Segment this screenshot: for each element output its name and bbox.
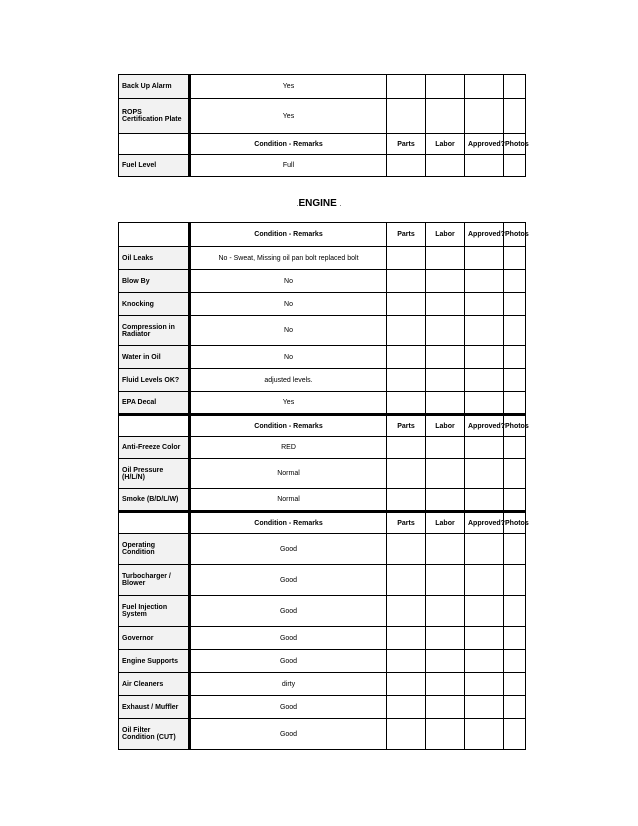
table-row <box>119 650 526 673</box>
labor-header: Labor <box>426 134 465 155</box>
photos-cell[interactable] <box>504 719 526 750</box>
approved-cell[interactable] <box>465 293 504 316</box>
engine-rows-b <box>119 437 526 512</box>
photos-cell[interactable] <box>504 673 526 696</box>
labor-cell[interactable] <box>426 247 465 270</box>
photos-cell[interactable] <box>504 627 526 650</box>
remarks-header: Condition - Remarks <box>190 134 387 155</box>
section-title <box>0 198 638 209</box>
row-remark: No <box>190 270 387 293</box>
row-label: Oil Filter Condition (CUT) <box>119 719 190 750</box>
row-label: Fuel Level <box>119 155 190 177</box>
table-row <box>119 696 526 719</box>
parts-cell[interactable] <box>387 270 426 293</box>
photos-cell[interactable] <box>504 459 526 489</box>
row-label: Oil Leaks <box>119 247 190 270</box>
photos-cell[interactable] <box>504 75 526 99</box>
parts-header: Parts <box>387 134 426 155</box>
row-label: Blow By <box>119 270 190 293</box>
parts-cell[interactable] <box>387 293 426 316</box>
photos-cell[interactable] <box>504 392 526 415</box>
table-row <box>119 437 526 459</box>
approved-cell[interactable] <box>465 155 504 177</box>
header-row <box>119 415 526 437</box>
labor-cell[interactable] <box>426 75 465 99</box>
labor-cell[interactable] <box>426 437 465 459</box>
labor-cell[interactable] <box>426 392 465 415</box>
labor-cell[interactable] <box>426 673 465 696</box>
parts-cell[interactable] <box>387 596 426 627</box>
row-remark: Yes <box>190 99 387 134</box>
row-label: Anti-Freeze Color <box>119 437 190 459</box>
remarks-header: Condition - Remarks <box>190 223 387 247</box>
labor-cell[interactable] <box>426 369 465 392</box>
top-inspection-table <box>118 74 529 177</box>
approved-header: Approved? <box>465 512 504 534</box>
header-row <box>119 512 526 534</box>
approved-cell[interactable] <box>465 369 504 392</box>
row-remark: Normal <box>190 489 387 512</box>
parts-header: Parts <box>387 223 426 247</box>
row-remark: No <box>190 316 387 346</box>
parts-cell[interactable] <box>387 565 426 596</box>
remarks-header: Condition - Remarks <box>190 415 387 437</box>
approved-cell[interactable] <box>465 719 504 750</box>
title-mark-right: . <box>339 201 342 208</box>
labor-cell[interactable] <box>426 316 465 346</box>
row-remark: Yes <box>190 75 387 99</box>
approved-cell[interactable] <box>465 270 504 293</box>
photos-header: Photos <box>504 223 526 247</box>
row-label: Smoke (B/D/L/W) <box>119 489 190 512</box>
parts-cell[interactable] <box>387 369 426 392</box>
table-row <box>119 489 526 512</box>
parts-cell[interactable] <box>387 247 426 270</box>
approved-cell[interactable] <box>465 650 504 673</box>
approved-cell[interactable] <box>465 346 504 369</box>
row-label: Turbocharger / Blower <box>119 565 190 596</box>
approved-cell[interactable] <box>465 316 504 346</box>
table-row <box>119 316 526 346</box>
photos-cell[interactable] <box>504 155 526 177</box>
row-remark: Good <box>190 534 387 565</box>
row-label: Compression in Radiator <box>119 316 190 346</box>
table-row <box>119 369 526 392</box>
parts-cell[interactable] <box>387 719 426 750</box>
approved-header: Approved? <box>465 415 504 437</box>
photos-cell[interactable] <box>504 293 526 316</box>
row-remark: Good <box>190 719 387 750</box>
parts-cell[interactable] <box>387 627 426 650</box>
row-label: Back Up Alarm <box>119 75 190 99</box>
table-row <box>119 75 526 99</box>
row-label: Operating Condition <box>119 534 190 565</box>
table-row <box>119 392 526 415</box>
approved-cell[interactable] <box>465 247 504 270</box>
approved-cell[interactable] <box>465 99 504 134</box>
photos-cell[interactable] <box>504 596 526 627</box>
engine-rows-c <box>119 534 526 750</box>
parts-cell[interactable] <box>387 696 426 719</box>
row-remark: Normal <box>190 459 387 489</box>
row-label: Governor <box>119 627 190 650</box>
parts-cell[interactable] <box>387 316 426 346</box>
row-remark: Yes <box>190 392 387 415</box>
photos-cell[interactable] <box>504 489 526 512</box>
labor-cell[interactable] <box>426 565 465 596</box>
row-remark: No <box>190 293 387 316</box>
table-row <box>119 627 526 650</box>
approved-cell[interactable] <box>465 696 504 719</box>
photos-cell[interactable] <box>504 346 526 369</box>
row-remark: Good <box>190 565 387 596</box>
labor-cell[interactable] <box>426 270 465 293</box>
labor-cell[interactable] <box>426 346 465 369</box>
labor-cell[interactable] <box>426 99 465 134</box>
photos-cell[interactable] <box>504 696 526 719</box>
table-row <box>119 99 526 134</box>
row-remark: dirty <box>190 673 387 696</box>
labor-cell[interactable] <box>426 719 465 750</box>
labor-cell[interactable] <box>426 155 465 177</box>
approved-cell[interactable] <box>465 534 504 565</box>
parts-cell[interactable] <box>387 155 426 177</box>
table-row <box>119 673 526 696</box>
table-row <box>119 596 526 627</box>
engine-inspection-table <box>118 222 529 750</box>
row-label <box>119 99 190 134</box>
remarks-header: Condition - Remarks <box>190 512 387 534</box>
row-label: Engine Supports <box>119 650 190 673</box>
labor-header: Labor <box>426 415 465 437</box>
parts-cell[interactable] <box>387 489 426 512</box>
parts-header: Parts <box>387 512 426 534</box>
table-row <box>119 459 526 489</box>
header-blank <box>119 223 190 247</box>
row-label: Water in Oil <box>119 346 190 369</box>
row-label: EPA Decal <box>119 392 190 415</box>
header-row <box>119 223 526 247</box>
approved-cell[interactable] <box>465 565 504 596</box>
section-title-text: ENGINE <box>298 198 337 209</box>
row-remark: No - Sweat, Missing oil pan bolt replaced bolt <box>190 247 387 270</box>
header-blank <box>119 134 190 155</box>
approved-cell[interactable] <box>465 75 504 99</box>
labor-cell[interactable] <box>426 696 465 719</box>
row-remark: adjusted levels. <box>190 369 387 392</box>
row-remark: Good <box>190 650 387 673</box>
parts-header: Parts <box>387 415 426 437</box>
table-row <box>119 293 526 316</box>
photos-cell[interactable] <box>504 270 526 293</box>
photos-cell[interactable] <box>504 534 526 565</box>
table-row <box>119 155 526 177</box>
row-label-line: ROPS Certification Plate <box>122 109 182 123</box>
row-remark: Full <box>190 155 387 177</box>
approved-cell[interactable] <box>465 392 504 415</box>
engine-rows-a <box>119 247 526 415</box>
row-remark: RED <box>190 437 387 459</box>
parts-cell[interactable] <box>387 75 426 99</box>
header-row <box>119 134 526 155</box>
table-row <box>119 534 526 565</box>
labor-header: Labor <box>426 512 465 534</box>
parts-cell[interactable] <box>387 673 426 696</box>
labor-cell[interactable] <box>426 459 465 489</box>
title-mark-left: . <box>296 201 299 208</box>
parts-cell[interactable] <box>387 534 426 565</box>
approved-cell[interactable] <box>465 459 504 489</box>
row-remark: Good <box>190 627 387 650</box>
row-label: Knocking <box>119 293 190 316</box>
parts-cell[interactable] <box>387 99 426 134</box>
parts-cell[interactable] <box>387 346 426 369</box>
labor-header: Labor <box>426 223 465 247</box>
labor-cell[interactable] <box>426 293 465 316</box>
table-row <box>119 247 526 270</box>
approved-cell[interactable] <box>465 596 504 627</box>
row-remark: Good <box>190 696 387 719</box>
parts-cell[interactable] <box>387 392 426 415</box>
photos-cell[interactable] <box>504 316 526 346</box>
parts-cell[interactable] <box>387 437 426 459</box>
photos-cell[interactable] <box>504 99 526 134</box>
labor-cell[interactable] <box>426 489 465 512</box>
approved-header: Approved? <box>465 134 504 155</box>
table-row <box>119 565 526 596</box>
photos-cell[interactable] <box>504 247 526 270</box>
header-blank <box>119 512 190 534</box>
photos-header: Photos <box>504 512 526 534</box>
table-row <box>119 719 526 750</box>
row-remark: Good <box>190 596 387 627</box>
table-row <box>119 270 526 293</box>
photos-cell[interactable] <box>504 565 526 596</box>
photos-header: Photos <box>504 134 526 155</box>
labor-cell[interactable] <box>426 650 465 673</box>
parts-cell[interactable] <box>387 459 426 489</box>
photos-cell[interactable] <box>504 437 526 459</box>
approved-header: Approved? <box>465 223 504 247</box>
row-label: Fuel Injection System <box>119 596 190 627</box>
parts-cell[interactable] <box>387 650 426 673</box>
table-row <box>119 346 526 369</box>
labor-cell[interactable] <box>426 596 465 627</box>
photos-header: Photos <box>504 415 526 437</box>
approved-cell[interactable] <box>465 673 504 696</box>
approved-cell[interactable] <box>465 627 504 650</box>
photos-cell[interactable] <box>504 369 526 392</box>
row-remark: No <box>190 346 387 369</box>
photos-cell[interactable] <box>504 650 526 673</box>
approved-cell[interactable] <box>465 489 504 512</box>
row-label: Air Cleaners <box>119 673 190 696</box>
row-label: Exhaust / Muffler <box>119 696 190 719</box>
row-label: Oil Pressure (H/L/N) <box>119 459 190 489</box>
labor-cell[interactable] <box>426 627 465 650</box>
row-label: Fluid Levels OK? <box>119 369 190 392</box>
labor-cell[interactable] <box>426 534 465 565</box>
approved-cell[interactable] <box>465 437 504 459</box>
header-blank <box>119 415 190 437</box>
